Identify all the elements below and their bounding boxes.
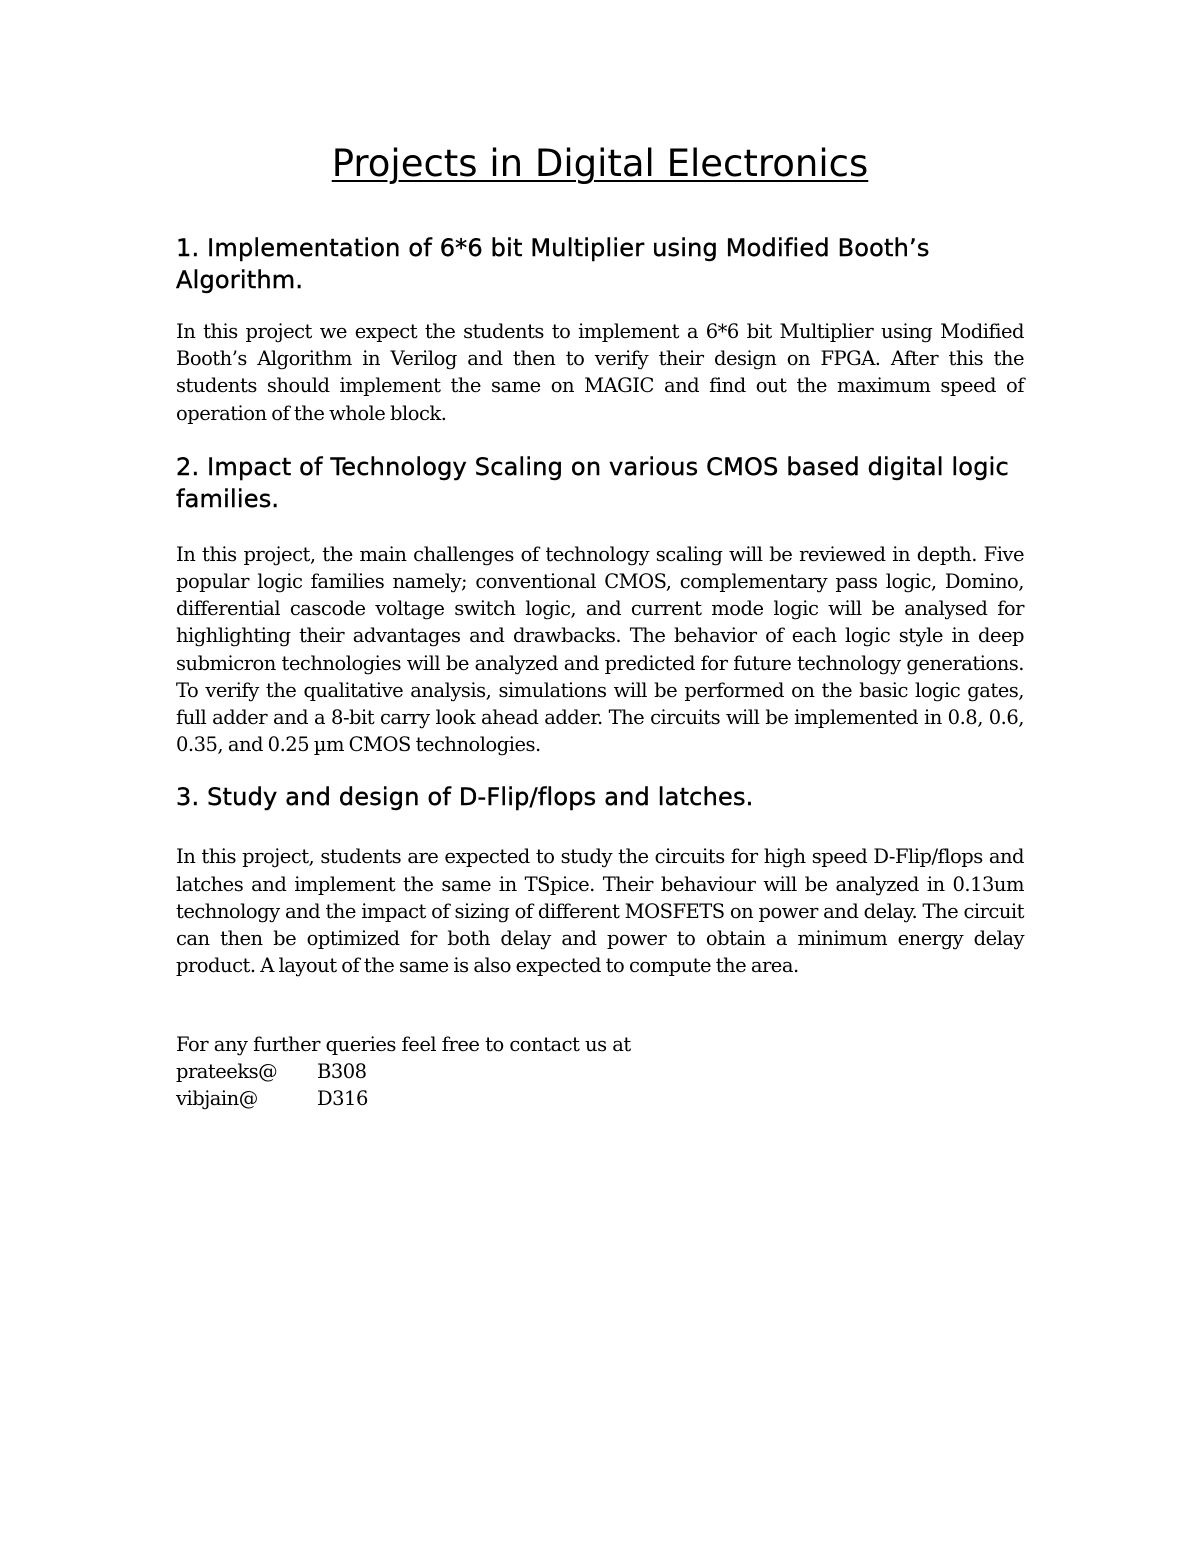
contact-intro: For any further queries feel free to contact us at bbox=[176, 1033, 631, 1057]
contact-room: B308 bbox=[317, 1060, 367, 1084]
section-3-body: In this project, students are expected to study the circuits for high speed D-Flip/flops and latches and implement the same in TSpice. Their behaviour will be analyzed in 0.13um technology and the impact of sizing of different MOSFETS on power and delay. The circuit can then be optimized for both delay and power to obtain a minimum energy delay product. A layout of the same is also expected to compute the area. bbox=[176, 845, 1024, 978]
section-2-heading: 2. Impact of Technology Scaling on various CMOS based digital logic families. bbox=[176, 452, 1009, 513]
contact-handle: prateeks@ bbox=[176, 1060, 278, 1084]
contact-room: D316 bbox=[317, 1087, 368, 1111]
section-1-body: In this project we expect the students to implement a 6*6 bit Multiplier using Modified Booth’s Algorithm in Verilog and then to verify their design on FPGA. After this the students should implement the same on MAGIC and find out the maximum speed of operation of the whole block. bbox=[176, 320, 1024, 425]
section-1-heading: 1. Implementation of 6*6 bit Multiplier using Modified Booth’s Algorithm. bbox=[176, 234, 930, 294]
document-content bbox=[176, 140, 1024, 1112]
contact-row bbox=[176, 1058, 1024, 1085]
section-2-body: In this project, the main challenges of technology scaling will be reviewed in depth. Five popular logic families namely; conventional CMOS, complementary pass logic, Domino, differential cascode voltage switch logic, and current mode logic will be analysed for highlighting their advantages and drawbacks. The behavior of each logic style in deep submicron technologies will be analyzed and predicted for future technology generations. To verify the qualitative analysis, simulations will be performed on the basic logic gates, full adder and a 8-bit carry look ahead adder. The circuits will be implemented in 0.8, 0.6, 0.35, and 0.25 µm CMOS technologies. bbox=[176, 542, 1024, 757]
section-3-heading: 3. Study and design of D-Flip/flops and latches. bbox=[176, 783, 754, 812]
contact-handle: vibjain@ bbox=[176, 1087, 258, 1111]
document-title: Projects in Digital Electronics bbox=[331, 142, 869, 185]
contact-block bbox=[176, 1031, 1024, 1112]
contact-row bbox=[176, 1085, 1024, 1112]
